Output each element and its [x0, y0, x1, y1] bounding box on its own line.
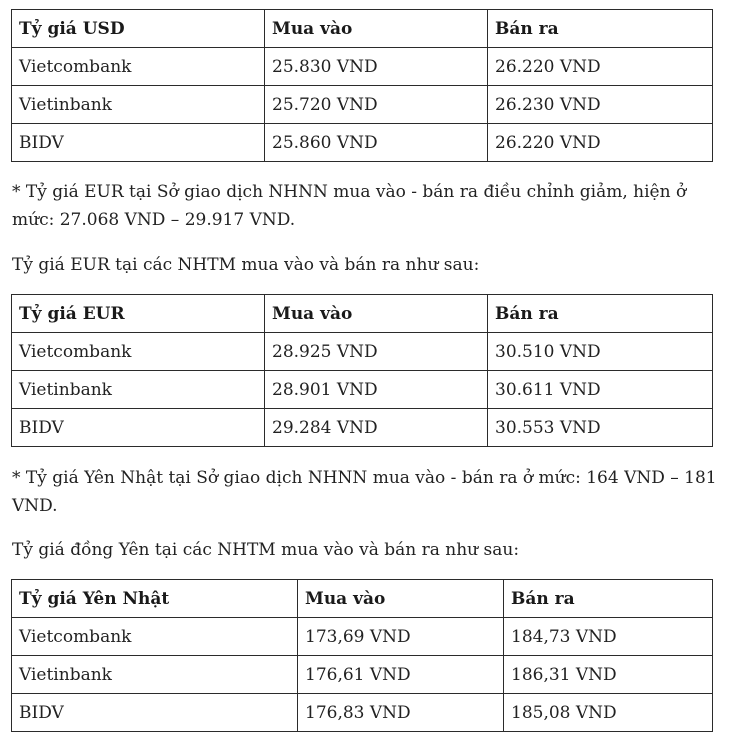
buy-rate: 28.925 VND: [265, 333, 488, 371]
bank-name: BIDV: [12, 694, 298, 732]
table-row: [12, 618, 713, 656]
bank-name: Vietcombank: [12, 48, 265, 86]
table-row: [12, 48, 713, 86]
header-currency: Tỷ giá Yên Nhật: [12, 580, 298, 618]
header-sell: Bán ra: [504, 580, 713, 618]
jpy-intro-text: Tỷ giá đồng Yên tại các NHTM mua vào và bán ra như sau:: [12, 540, 520, 560]
bank-name: BIDV: [12, 409, 265, 447]
buy-rate: 28.901 VND: [265, 371, 488, 409]
buy-rate: 176,83 VND: [298, 694, 504, 732]
bank-name: Vietcombank: [12, 618, 298, 656]
sell-rate: 30.510 VND: [488, 333, 713, 371]
buy-rate: 25.830 VND: [265, 48, 488, 86]
table-row: [12, 694, 713, 732]
sell-rate: 26.230 VND: [488, 86, 713, 124]
table-header-row: [12, 295, 713, 333]
header-currency: Tỷ giá EUR: [12, 295, 265, 333]
sell-rate: 26.220 VND: [488, 124, 713, 162]
eur-sbv-note: * Tỷ giá EUR tại Sở giao dịch NHNN mua vào - bán ra điều chỉnh giảm, hiện ở mức: 27.068 VND – 29.917 VND.: [12, 182, 687, 230]
jpy-sbv-note: * Tỷ giá Yên Nhật tại Sở giao dịch NHNN mua vào - bán ra ở mức: 164 VND – 181 VND.: [12, 468, 717, 516]
buy-rate: 25.720 VND: [265, 86, 488, 124]
buy-rate: 29.284 VND: [265, 409, 488, 447]
bank-name: Vietinbank: [12, 371, 265, 409]
header-buy: Mua vào: [265, 10, 488, 48]
eur-rate-table: [11, 294, 713, 447]
table-row: [12, 333, 713, 371]
sell-rate: 30.553 VND: [488, 409, 713, 447]
table-header-row: [12, 580, 713, 618]
table-header-row: [12, 10, 713, 48]
header-buy: Mua vào: [298, 580, 504, 618]
header-currency: Tỷ giá USD: [12, 10, 265, 48]
sell-rate: 26.220 VND: [488, 48, 713, 86]
jpy-rate-table: [11, 579, 713, 732]
bank-name: Vietinbank: [12, 656, 298, 694]
buy-rate: 176,61 VND: [298, 656, 504, 694]
bank-name: Vietcombank: [12, 333, 265, 371]
header-buy: Mua vào: [265, 295, 488, 333]
table-row: [12, 409, 713, 447]
sell-rate: 184,73 VND: [504, 618, 713, 656]
table-row: [12, 656, 713, 694]
header-sell: Bán ra: [488, 295, 713, 333]
header-sell: Bán ra: [488, 10, 713, 48]
eur-intro-text: Tỷ giá EUR tại các NHTM mua vào và bán ra như sau:: [12, 255, 480, 275]
sell-rate: 185,08 VND: [504, 694, 713, 732]
sell-rate: 186,31 VND: [504, 656, 713, 694]
table-row: [12, 86, 713, 124]
buy-rate: 25.860 VND: [265, 124, 488, 162]
table-row: [12, 124, 713, 162]
bank-name: Vietinbank: [12, 86, 265, 124]
usd-rate-table: [11, 9, 713, 162]
bank-name: BIDV: [12, 124, 265, 162]
buy-rate: 173,69 VND: [298, 618, 504, 656]
table-row: [12, 371, 713, 409]
sell-rate: 30.611 VND: [488, 371, 713, 409]
